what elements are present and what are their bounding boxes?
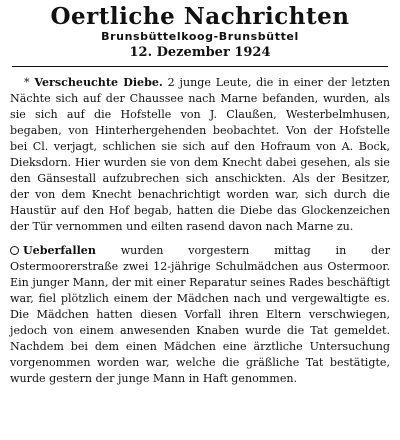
article-lead: Ueberfallen [23, 244, 96, 257]
place-line: Brunsbüttelkoog-Brunsbüttel [101, 30, 299, 43]
article-diebe [10, 75, 390, 235]
divider-rule [12, 66, 388, 67]
article-body: wurden vorgestern mittag in der Ostermoorerstraße zwei 12-jährige Schulmädchen aus Ostermoor. Ein junger Mann, der mit einer Reparatur seines Rades beschäftigt war, fiel plötzlich einem der Mädchen nach und vergewaltigte es. Die Mädchen hatten diesen Vorfall ihren Eltern verschwiegen, jedoch von einem anwesenden Knaben wurde die Tat gemeldet. Nachdem bei dem einen Mädchen eine ärztliche Untersuchung vorgenommen worden war, welche die gräßliche Tat bestätigte, wurde gestern der junge Mann in Haft genommen. [10, 244, 390, 385]
section-headline: Oertliche Nachrichten [50, 3, 350, 30]
article-body: 2 junge Leute, die in einer der letzten Nächte sich auf der Chaussee nach Marne befanden, wurden, als sie sich auf die Hofstelle von J. Claußen, Westerbelmhusen, begaben, von Hinterhergehenden beobachtet. Von der Hofstelle bei Cl. verjagt, schlichen sie sich auf den Hofraum von A. Bock, Dieksdorn. Hier wurden sie von dem Knecht dabei gesehen, als sie den Gänsestall aufzubrechen sich anschickten. Als der Besitzer, der von dem Knecht benachrichtigt worden war, sich durch die Haustür auf den Hof begab, hatten die Diebe das Glockenzeichen der Tür vernommen und eilten rasend davon nach Marne zu. [10, 76, 391, 233]
article-lead: Verscheuchte Diebe. [34, 76, 163, 89]
article-ueberfallen [10, 243, 390, 387]
ring-bullet-icon [10, 246, 19, 255]
issue-date: 12. Dezember 1924 [129, 45, 271, 60]
article-paragraph [10, 75, 390, 235]
article-paragraph [10, 243, 390, 387]
star-marker: * [24, 76, 30, 89]
